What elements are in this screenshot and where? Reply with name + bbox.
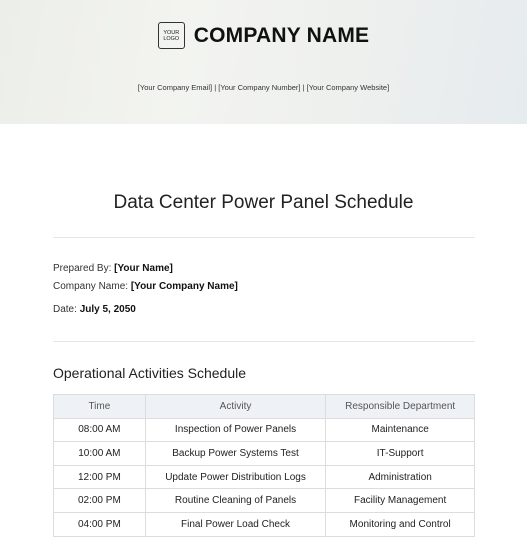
table-row	[54, 489, 475, 513]
brand-bar	[0, 22, 527, 49]
cell-time: 02:00 PM	[54, 489, 146, 513]
cell-department: Administration	[326, 465, 475, 489]
company-name: COMPANY NAME	[193, 23, 370, 47]
logo-text-line1: YOUR	[163, 29, 180, 36]
prepared-by-label: Prepared By:	[53, 263, 112, 274]
cell-department: IT-Support	[326, 442, 475, 466]
cell-department: Facility Management	[326, 489, 475, 513]
logo-text-line2: LOGO	[163, 35, 180, 42]
cell-department: Maintenance	[326, 418, 475, 442]
column-header-activity: Activity	[145, 395, 326, 419]
cell-activity: Final Power Load Check	[145, 512, 326, 536]
divider	[53, 341, 475, 342]
company-name-label: Company Name:	[53, 281, 129, 292]
table-row	[54, 465, 475, 489]
column-header-department: Responsible Department	[326, 395, 475, 419]
date-value: July 5, 2050	[79, 304, 136, 315]
table-row	[54, 442, 475, 466]
divider	[53, 237, 475, 238]
page-header	[0, 0, 527, 124]
cell-time: 12:00 PM	[54, 465, 146, 489]
column-header-time: Time	[54, 395, 146, 419]
cell-time: 08:00 AM	[54, 418, 146, 442]
date-label: Date:	[53, 304, 77, 315]
company-contact-line: [Your Company Email] | [Your Company Number] | [Your Company Website]	[137, 83, 390, 92]
cell-department: Monitoring and Control	[326, 512, 475, 536]
cell-activity: Backup Power Systems Test	[145, 442, 326, 466]
company-name-field	[53, 281, 238, 292]
table-row	[54, 418, 475, 442]
cell-time: 04:00 PM	[54, 512, 146, 536]
table-row	[54, 512, 475, 536]
cell-activity: Inspection of Power Panels	[145, 418, 326, 442]
schedule-section-title: Operational Activities Schedule	[53, 365, 246, 381]
schedule-table	[53, 394, 475, 537]
table-header-row	[54, 395, 475, 419]
logo-placeholder	[158, 22, 185, 49]
company-name-value: [Your Company Name]	[130, 281, 238, 292]
cell-time: 10:00 AM	[54, 442, 146, 466]
document-date	[53, 304, 136, 315]
cell-activity: Routine Cleaning of Panels	[145, 489, 326, 513]
cell-activity: Update Power Distribution Logs	[145, 465, 326, 489]
prepared-by-value: [Your Name]	[114, 263, 173, 274]
prepared-by	[53, 263, 173, 274]
document-title: Data Center Power Panel Schedule	[113, 192, 414, 213]
